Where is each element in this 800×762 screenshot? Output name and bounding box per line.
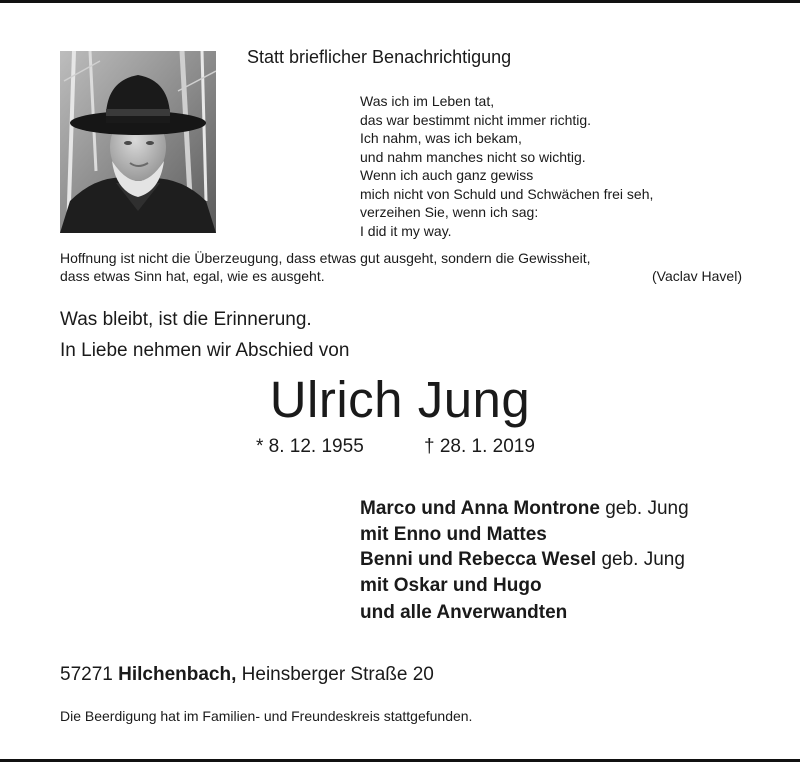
mourner-names: mit Oskar und Hugo xyxy=(360,574,542,596)
quote-author: (Vaclav Havel) xyxy=(652,268,742,284)
notice-header: Statt brieflicher Benachrichtigung xyxy=(247,47,512,67)
portrait-photo xyxy=(60,51,216,233)
poem-line: Wenn ich auch ganz gewiss xyxy=(360,167,534,183)
mourner-names: mit Enno und Mattes xyxy=(360,523,547,545)
intro-line: Was bleibt, ist die Erinnerung. xyxy=(60,309,312,330)
mourner-line xyxy=(360,496,689,522)
quote-line: Hoffnung ist nicht die Überzeugung, dass etwas gut ausgeht, sondern die Gewissheit, xyxy=(60,250,591,266)
poem xyxy=(360,92,653,240)
birth-date: * 8. 12. 1955 xyxy=(256,436,364,457)
death-date: † 28. 1. 2019 xyxy=(424,436,535,457)
mourner-names: und alle Anverwandten xyxy=(360,602,568,623)
mourner-line xyxy=(360,522,689,548)
poem-line: Ich nahm, was ich bekam, xyxy=(360,130,522,146)
intro-text xyxy=(60,304,349,366)
poem-line: I did it my way. xyxy=(360,222,452,239)
address-city: Hilchenbach, xyxy=(118,664,237,685)
poem-line: Was ich im Leben tat, xyxy=(360,93,495,109)
mourner-maiden-name: geb. Jung xyxy=(596,549,685,570)
intro-line: In Liebe nehmen wir Abschied von xyxy=(60,340,350,361)
quote-line-with-author xyxy=(60,267,742,285)
mourners-list xyxy=(360,496,689,626)
poem-line: mich nicht von Schuld und Schwächen frei seh, xyxy=(360,185,654,202)
mourner-names: Benni und Rebecca Wesel xyxy=(360,549,597,570)
address-street: Heinsberger Straße 20 xyxy=(236,664,434,685)
mourner-line xyxy=(360,600,689,626)
poem-line: das war bestimmt nicht immer richtig. xyxy=(360,111,592,128)
mourner-names: Marco und Anna Montrone xyxy=(360,498,600,519)
quote-line: dass etwas Sinn hat, egal, wie es ausgeht. xyxy=(60,268,325,284)
address-zip: 57271 xyxy=(60,664,119,685)
quote xyxy=(60,249,742,285)
mourner-line xyxy=(360,573,689,599)
funeral-note: Die Beerdigung hat im Familien- und Freundeskreis stattgefunden. xyxy=(60,708,473,724)
deceased-name: Ulrich Jung xyxy=(269,371,531,428)
poem-line: und nahm manches nicht so wichtig. xyxy=(360,148,586,165)
mourner-maiden-name: geb. Jung xyxy=(599,498,689,519)
mourner-line xyxy=(360,547,689,573)
poem-line: verzeihen Sie, wenn ich sag: xyxy=(360,204,539,220)
address xyxy=(60,664,434,686)
